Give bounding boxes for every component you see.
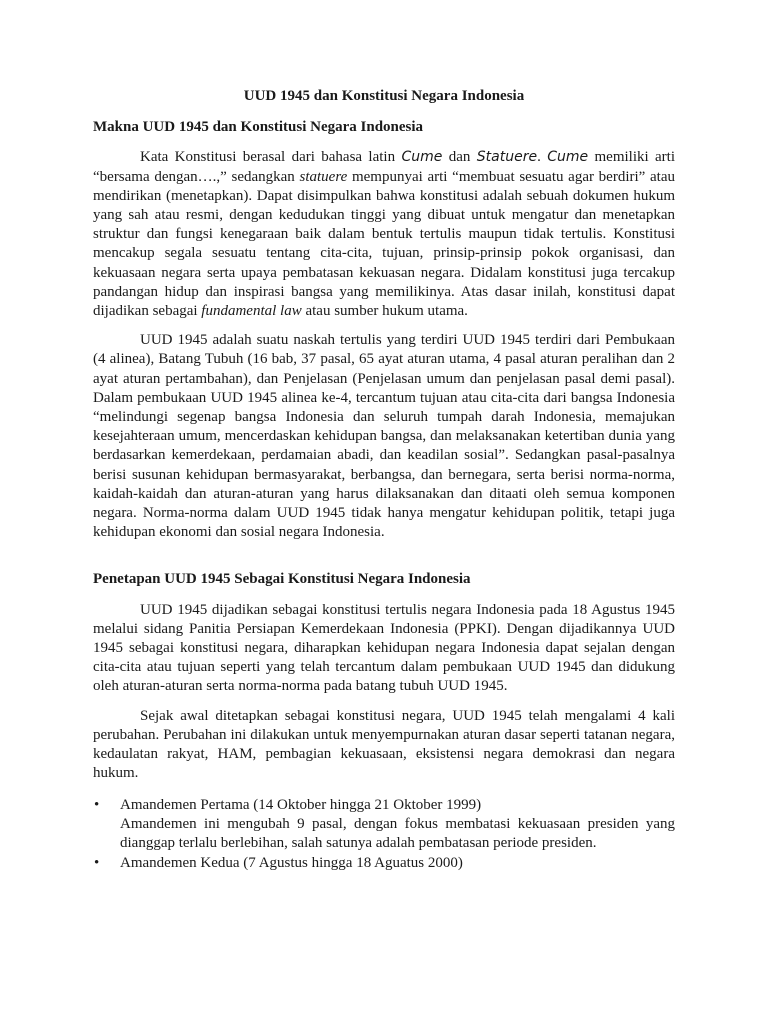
section-heading-makna: Makna UUD 1945 dan Konstitusi Negara Indonesia [93, 119, 424, 136]
list-item-description: Amandemen ini mengubah 9 pasal, dengan fokus membatasi kekuasaan presiden yang dianggap terlalu berlebihan, salah satunya adalah pembatasan periode presiden. [120, 815, 675, 851]
text-run: atau sumber hukum utama. [301, 303, 468, 320]
paragraph-uud-1945-structure: UUD 1945 adalah suatu naskah tertulis yang terdiri UUD 1945 terdiri dari Pembukaan (4 alinea), Batang Tubuh (16 bab, 37 pasal, 65 ayat aturan utama, 4 pasal aturan peralihan dan 2 ayat aturan pertambahan), dan Penjelasan (Penjelasan umum dan penjelasan pasal demi pasal). Dalam pembukaan UUD 1945 alinea ke-4, tercantum tujuan atau cita-cita dari bangsa Indonesia “melindungi segenap bangsa Indonesia dan seluruh tumpah darah Indonesia, memajukan kesejahteraan umum, mencerdaskan kehidupan bangsa, dan melaksanakan ketertiban dunia yang berdasarkan kemerdekaan, perdamaian abadi, dan keadilan sosial”. Sedangkan pasal-pasalnya berisi susunan kehidupan bermasyarakat, berbangsa, dan bernegara, serta berisi norma-norma, kaidah-kaidah dan aturan-aturan yang harus dilaksanakan dan ditaati oleh semua komponen negara. Norma-norma dalam UUD 1945 tidak hanya mengatur kehidupan politik, tetapi juga kehidupan ekonomi dan sosial negara Indonesia. [93, 332, 675, 541]
italic-term-cume: Cume [401, 149, 443, 166]
text-run: dan [442, 149, 477, 166]
list-item-title: Amandemen Pertama (14 Oktober hingga 21 Oktober 1999) [120, 796, 482, 813]
italic-term-cume: Cume [547, 149, 589, 166]
document-page [93, 87, 675, 873]
paragraph-penetapan: UUD 1945 dijadikan sebagai konstitusi tertulis negara Indonesia pada 18 Agustus 1945 melalui sidang Panitia Persiapan Kemerdekaan Indonesia (PPKI). Dengan dijadikannya UUD 1945 sebagai konstitusi negara, diharapkan kehidupan negara Indonesia dapat sejalan dengan cita-cita atau tujuan seperti yang telah tercantum dalam pembukaan UUD 1945 dan didukung oleh aturan-aturan serta norma-norma pada batang tubuh UUD 1945. [93, 601, 675, 695]
text-run: . [537, 149, 548, 166]
list-item-amandemen-pertama [93, 796, 675, 854]
document-title: UUD 1945 dan Konstitusi Negara Indonesia [243, 88, 525, 104]
amandemen-list [93, 796, 675, 874]
text-run: mempunyai arti “membuat sesuatu agar berdiri” atau mendirikan (menetapkan). Dapat disimpulkan bahwa konstitusi adalah sebuah dokumen hukum yang sah atau resmi, dengan kedudukan tinggi yang dibuat untuk mengatur dan menetapkan struktur dan fungsi kenegaraan baik dalam bentuk tertulis maupun tidak tertulis. Konstitusi mencakup segala sesuatu tentang cita-cita, tujuan, prinsip-prinsip pokok organisasi, dan kekuasaan negara serta upaya pembatasan kekuasan negara. Didalam konstitusi juga tercakup pandangan hidup dan inspirasi bangsa yang memilikinya. Atas dasar inilah, konstitusi dapat dijadikan sebagai [93, 168, 675, 320]
text-run: memiliki arti “bersama dengan….,” sedangkan [93, 149, 676, 185]
paragraph-perubahan: Sejak awal ditetapkan sebagai konstitusi negara, UUD 1945 telah mengalami 4 kali perubahan. Perubahan ini dilakukan untuk menyempurnakan aturan dasar seperti tatanan negara, kedaulatan rakyat, HAM, pembagian kekuasaan, eksistensi negara demokrasi dan negara hukum. [93, 707, 675, 782]
italic-term-statuere: Statuere [476, 149, 538, 166]
section-spacer [93, 552, 675, 570]
italic-term-statuere-lower: statuere [299, 168, 348, 185]
bullet-icon: • [94, 855, 100, 872]
list-item-amandemen-kedua [93, 854, 675, 873]
paragraph-konstitusi-definition [93, 148, 675, 321]
list-item-title: Amandemen Kedua (7 Agustus hingga 18 Aguatus 2000) [120, 855, 463, 872]
section-heading-penetapan: Penetapan UUD 1945 Sebagai Konstitusi Negara Indonesia [93, 571, 471, 588]
italic-term-fundamental-law: fundamental law [201, 303, 302, 320]
text-run: Kata Konstitusi berasal dari bahasa latin [140, 149, 402, 166]
bullet-icon: • [94, 796, 100, 813]
